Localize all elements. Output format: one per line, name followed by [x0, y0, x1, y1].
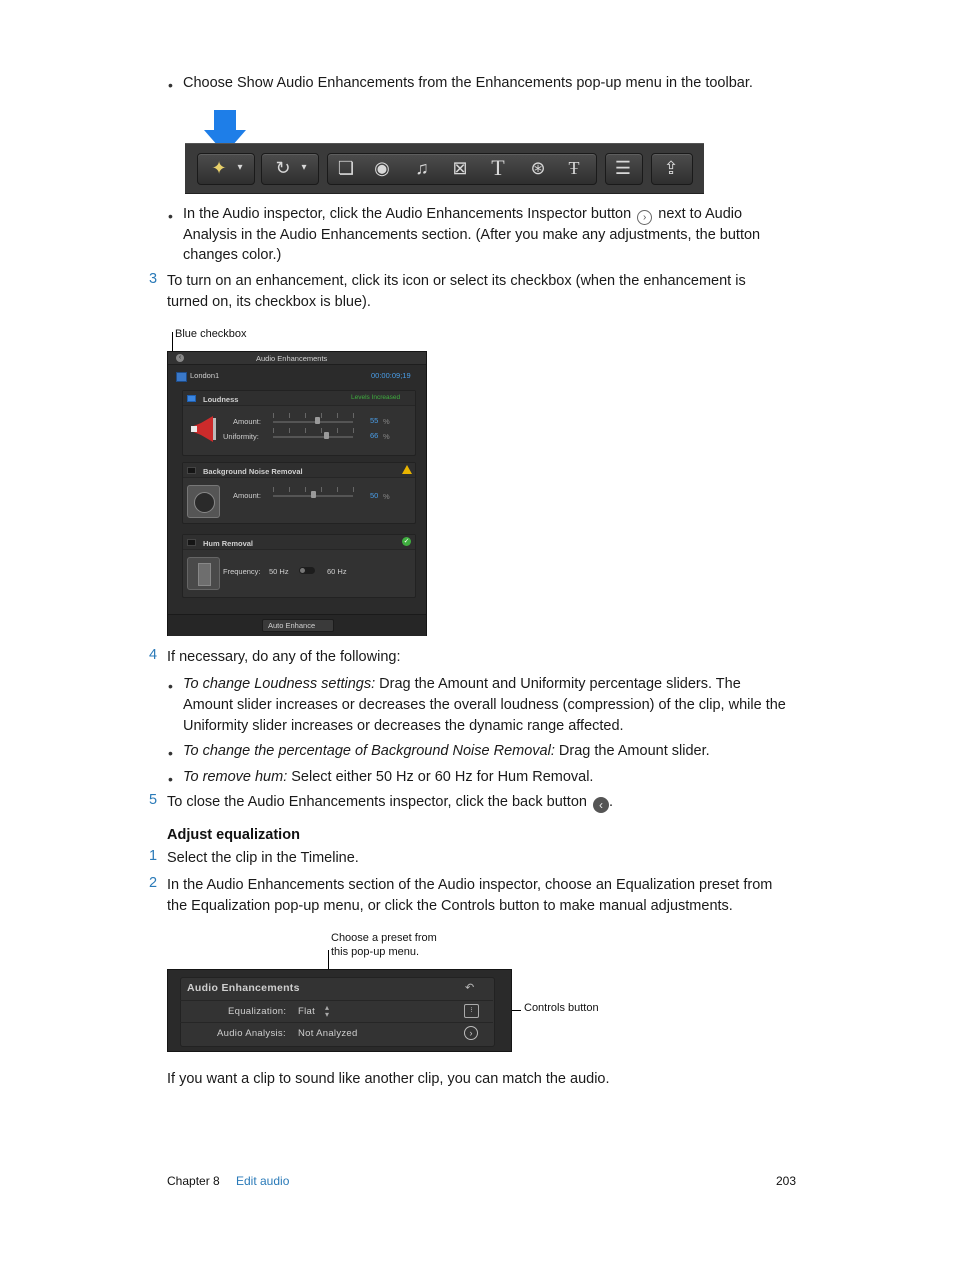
audio-enhancements-inspector — [167, 351, 427, 636]
noise-title: Background Noise Removal — [203, 467, 303, 476]
step-number: 4 — [149, 647, 158, 663]
footer-chapter: Chapter 8 — [167, 1174, 220, 1188]
controls-button-icon[interactable]: ⁝ — [464, 1004, 479, 1018]
equalization-popup[interactable]: Flat — [298, 1006, 316, 1017]
back-button-icon[interactable]: ‹ — [176, 354, 184, 362]
step-number: 3 — [149, 271, 158, 287]
back-button-icon: ‹ — [593, 797, 609, 813]
slider-tick — [273, 428, 274, 433]
percent-sign: % — [383, 492, 390, 501]
frequency-switch[interactable] — [299, 567, 315, 574]
slider-tick — [289, 487, 290, 492]
step4-text: If necessary, do any of the following: — [167, 649, 401, 665]
generators-icon[interactable]: ⊛ — [530, 158, 546, 178]
step-number: 2 — [149, 875, 158, 891]
sub-noise-lead: To change the percentage of Background Noise Removal: — [183, 743, 555, 759]
slider-tick — [321, 487, 322, 492]
slider-tick — [289, 413, 290, 418]
timecode: 00:00:09;19 — [371, 371, 411, 380]
bullet-inspector-line1 — [183, 204, 742, 225]
eq-step2-line1: In the Audio Enhancements section of the Audio inspector, choose an Equalization preset from — [167, 877, 773, 893]
auto-enhance-label: Auto Enhance — [268, 621, 316, 630]
eq-step1-text: Select the clip in the Timeline. — [167, 850, 359, 866]
step5-text — [167, 792, 613, 813]
inspector-title: Audio Enhancements — [256, 354, 328, 363]
bullet-show-enhancements: Choose Show Audio Enhancements from the Enhancements pop-up menu in the toolbar. — [183, 75, 753, 91]
loudness-section — [182, 390, 416, 456]
clip-icon — [176, 372, 187, 382]
loudness-checkbox[interactable] — [187, 395, 196, 402]
sub-noise-text: Drag the Amount slider. — [558, 743, 710, 759]
chevron-down-icon: ▾ — [301, 162, 307, 173]
divider — [180, 1022, 493, 1023]
titles-icon[interactable]: T — [491, 155, 505, 180]
audio-analysis-value: Not Analyzed — [298, 1028, 358, 1039]
uniformity-slider[interactable] — [273, 436, 353, 438]
step-number: 1 — [149, 848, 158, 864]
amount-slider[interactable] — [273, 421, 353, 423]
frequency-50hz[interactable]: 50 Hz — [269, 567, 289, 576]
eq-title: Audio Enhancements — [187, 982, 300, 994]
callout-controls: Controls button — [524, 1002, 599, 1014]
eq-panel-screenshot — [167, 969, 512, 1052]
sub-hum-text: Select either 50 Hz or 60 Hz for Hum Removal. — [291, 769, 594, 785]
uniformity-value[interactable]: 66 — [370, 431, 379, 440]
frequency-label: Frequency: — [223, 567, 261, 576]
sub-loudness-line3: Uniformity slider increases or decreases the dynamic range affected. — [183, 718, 624, 734]
bullet-inspector-line3: changes color.) — [183, 247, 282, 263]
percent-sign: % — [383, 417, 390, 426]
noise-amount-value[interactable]: 50 — [370, 491, 379, 500]
noise-checkbox[interactable] — [187, 467, 196, 474]
slider-tick — [273, 487, 274, 492]
checkmark-icon: ✓ — [403, 538, 410, 545]
slider-tick — [273, 413, 274, 418]
bullet-dot: • — [168, 77, 173, 93]
sub-noise — [183, 741, 710, 762]
themes-icon[interactable]: Ŧ — [568, 158, 580, 178]
slider-tick — [353, 428, 354, 433]
noise-speaker-icon[interactable] — [187, 485, 220, 518]
slider-tick — [305, 413, 306, 418]
updown-arrows-icon[interactable]: ▴ ▾ — [325, 1003, 330, 1019]
callout-preset-line2: this pop-up menu. — [331, 946, 420, 958]
audio-analysis-label: Audio Analysis: — [217, 1028, 286, 1039]
slider-tick — [289, 428, 290, 433]
divider — [180, 1000, 493, 1001]
step5-body: To close the Audio Enhancements inspector, click the back button — [167, 794, 587, 810]
closing-text: If you want a clip to sound like another clip, you can match the audio. — [167, 1071, 610, 1087]
noise-amount-slider-knob[interactable] — [311, 491, 316, 498]
amount-value[interactable]: 55 — [370, 416, 379, 425]
equalization-label: Equalization: — [228, 1006, 287, 1017]
step3-line2: turned on, its checkbox is blue). — [167, 294, 371, 310]
bullet-dot: • — [168, 678, 173, 694]
amount-label: Amount: — [233, 491, 261, 500]
sub-loudness-text: Drag the Amount and Uniformity percentage sliders. The — [379, 676, 741, 692]
sub-loudness-line1 — [183, 674, 741, 695]
bullet-inspector-line2: Analysis in the Audio Enhancements section. (After you make any adjustments, the button — [183, 227, 761, 243]
hum-outlet-icon[interactable] — [187, 557, 220, 590]
slider-tick — [337, 413, 338, 418]
share-icon: ⇪ — [663, 158, 679, 178]
bullet-inspector-text: In the Audio inspector, click the Audio Enhancements Inspector button — [183, 206, 632, 222]
slider-tick — [353, 413, 354, 418]
megaphone-icon[interactable] — [187, 415, 219, 443]
media-browser-icon[interactable]: ❏ — [337, 158, 355, 178]
amount-label: Amount: — [233, 417, 261, 426]
retime-icon: ↻ — [275, 158, 291, 178]
chevron-down-icon: ▾ — [237, 162, 243, 173]
toolbar-screenshot — [185, 143, 704, 194]
slider-tick — [305, 487, 306, 492]
hum-removal-section — [182, 534, 416, 598]
frequency-60hz[interactable]: 60 Hz — [327, 567, 347, 576]
chevron-right-circle-icon[interactable]: › — [464, 1026, 478, 1040]
uniformity-label: Uniformity: — [223, 432, 259, 441]
amount-slider-knob[interactable] — [315, 417, 320, 424]
slider-tick — [305, 428, 306, 433]
loudness-title: Loudness — [203, 395, 239, 404]
magic-wand-icon: ✦ — [211, 158, 227, 178]
sub-loudness-line2: Amount slider increases or decreases the overall loudness (compression) of the clip, while the — [183, 697, 786, 713]
slider-tick — [353, 487, 354, 492]
uniformity-slider-knob[interactable] — [324, 432, 329, 439]
photos-camera-icon[interactable]: ◉ — [374, 158, 390, 178]
callout-preset-line1: Choose a preset from — [331, 932, 437, 944]
footer-chapter-title[interactable]: Edit audio — [236, 1174, 290, 1188]
slider-tick — [337, 428, 338, 433]
step5-period: . — [608, 794, 614, 810]
percent-sign: % — [383, 432, 390, 441]
hum-checkbox[interactable] — [187, 539, 196, 546]
slider-tick — [321, 413, 322, 418]
step3-line1: To turn on an enhancement, click its icon or select its checkbox (when the enhancement is — [167, 273, 746, 289]
sliders-icon: ☰ — [614, 158, 632, 178]
bullet-dot: • — [168, 208, 173, 224]
loudness-status: Levels Increased — [351, 394, 401, 401]
chevron-right-circle-icon: › — [637, 210, 652, 225]
sub-hum — [183, 767, 593, 788]
eq-step2-line2: the Equalization pop-up menu, or click the Controls button to make manual adjustments. — [167, 898, 733, 914]
warning-icon — [402, 465, 412, 474]
reset-icon[interactable]: ↶ — [465, 982, 475, 994]
transitions-icon[interactable]: ⊠ — [452, 158, 468, 178]
slider-tick — [337, 487, 338, 492]
bullet-dot: • — [168, 771, 173, 787]
noise-removal-section — [182, 462, 416, 524]
bullet-dot: • — [168, 745, 173, 761]
callout-blue-checkbox: Blue checkbox — [175, 328, 247, 340]
section-heading: Adjust equalization — [167, 827, 300, 843]
music-icon[interactable]: ♫ — [415, 158, 429, 178]
bullet-inspector-text: next to Audio — [658, 206, 743, 222]
clip-name: London1 — [190, 371, 220, 380]
step-number: 5 — [149, 792, 158, 808]
slider-tick — [321, 428, 322, 433]
hum-title: Hum Removal — [203, 539, 254, 548]
sub-loudness-lead: To change Loudness settings: — [183, 676, 376, 692]
page-number: 203 — [776, 1174, 797, 1188]
sub-hum-lead: To remove hum: — [183, 769, 288, 785]
